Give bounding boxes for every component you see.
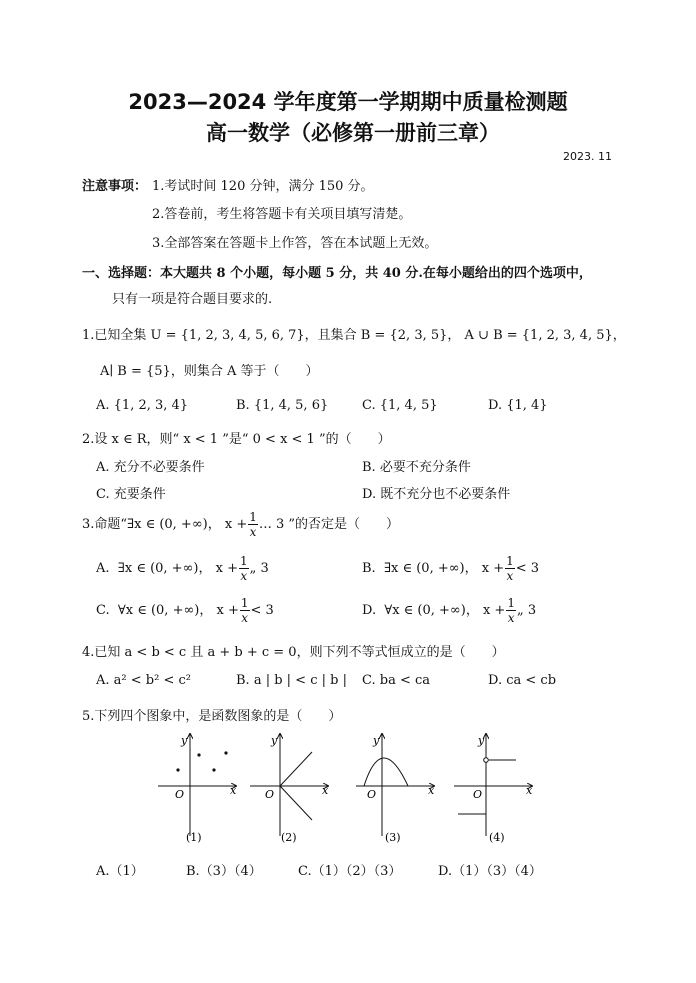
graph-4-x-label: x [526, 784, 533, 797]
graph-3-origin: O [367, 788, 377, 801]
q4-option-c: C. ba < ca [362, 673, 431, 688]
q4-option-a: A. a² < b² < c² [96, 673, 191, 688]
graph-2-lower-ray [280, 786, 312, 820]
q3-option-c-frac-den: x [241, 611, 249, 625]
q5-option-b: B.（3）（4） [186, 864, 262, 879]
q1-option-c: C. {1, 4, 5} [362, 398, 438, 413]
q3-option-b-pre: ∃x ∈ (0, +∞)， x + [383, 561, 505, 576]
section-heading [82, 262, 592, 281]
graph-1-point [212, 768, 215, 771]
q3-option-a-pre: ∃x ∈ (0, +∞)， x + [117, 561, 238, 576]
q5-option-d: D.（1）（3）（4） [438, 864, 542, 879]
q3-option-a-label: A. [96, 561, 110, 576]
q3-option-c-frac [240, 596, 250, 625]
q3-option-d-post: „ 3 [516, 603, 537, 618]
q1-stem-line2: A∣ B = {5}，则集合 A 等于（ ） [100, 364, 319, 379]
q3-option-b-frac-den: x [506, 569, 514, 583]
q5-option-a: A.（1） [96, 864, 144, 879]
q1-stem-line1: 1.已知全集 U = {1, 2, 3, 4, 5, 6, 7}，且集合 B = {2, 3, 5}， A ∪ B = {1, 2, 3, 4, 5}， [82, 328, 626, 343]
graph-4-y-label: y [478, 734, 485, 747]
q1-option-b: B. {1, 4, 5, 6} [236, 398, 329, 413]
q3-option-a-frac-den: x [240, 569, 248, 583]
q3-stem-pre: 3.命题“∃x ∈ (0, +∞)， x + [82, 517, 248, 532]
q3-option-a-frac-num: 1 [239, 554, 248, 568]
section-heading-line2: 只有一项是符合题目要求的. [112, 292, 273, 307]
q4-stem: 4.已知 a < b < c 且 a + b + c = 0，则下列不等式恒成立的是（ ） [82, 645, 505, 660]
q2-option-c: C. 充要条件 [96, 487, 166, 502]
q1-option-a: A. {1, 2, 3, 4} [96, 398, 189, 413]
q3-option-b-label: B. [362, 561, 376, 576]
graph-3 [356, 734, 435, 844]
q2-option-b: B. 必要不充分条件 [362, 460, 471, 475]
q3-option-d-frac-num: 1 [507, 596, 515, 610]
q3-option-b-post: < 3 [515, 561, 540, 576]
q1-option-d: D. {1, 4} [488, 398, 548, 413]
q3-option-b-frac-num: 1 [506, 554, 514, 568]
graph-3-x-label: x [428, 784, 435, 797]
q4-option-d: D. ca < cb [488, 673, 557, 688]
q3-option-d-label: D. [362, 603, 377, 618]
notes-label: 注意事项： [82, 179, 148, 194]
q3-geq: … [258, 517, 272, 532]
graph-4-label: (4) [489, 831, 505, 844]
q3-option-d-pre: ∀x ∈ (0, +∞)， x + [384, 603, 506, 618]
q3-option-c-frac-num: 1 [240, 596, 249, 610]
graph-1 [158, 734, 237, 844]
q3-option-c [96, 596, 274, 625]
q3-option-c-label: C. [96, 603, 110, 618]
graph-4-origin: O [473, 788, 483, 801]
q2-option-d: D. 既不充分也不必要条件 [362, 487, 511, 502]
section-heading-main: 一、选择题：本大题共 8 个小题，每小题 5 分，共 40 分. [82, 266, 423, 281]
graph-2-x-label: x [322, 784, 329, 797]
q3-option-d-frac-den: x [507, 611, 515, 625]
graph-1-origin: O [175, 788, 185, 801]
exam-subtitle: 高一数学（必修第一册前三章） [206, 121, 500, 145]
q3-option-a-frac [239, 554, 249, 583]
q3-option-d [362, 596, 536, 625]
section-heading-cont: 在每小题给出的四个选项中， [422, 266, 592, 281]
q3-option-a-post: „ 3 [249, 561, 269, 576]
graph-3-y-label: y [373, 734, 380, 747]
q2-option-a: A. 充分不必要条件 [96, 460, 205, 475]
graph-1-point [197, 753, 200, 756]
graph-2-upper-ray [280, 752, 312, 786]
exam-date: 2023. 11 [563, 150, 612, 163]
graph-2-y-label: y [271, 734, 278, 747]
graph-1-x-label: x [230, 784, 237, 797]
graph-4-open-point [484, 758, 489, 763]
graph-1-label: (1) [186, 831, 202, 844]
q5-option-c: C.（1）（2）（3） [298, 864, 402, 879]
q5-stem: 5.下列四个图象中，是函数图象的是（ ） [82, 709, 342, 724]
q3-option-a [96, 554, 269, 583]
q3-option-c-pre: ∀x ∈ (0, +∞)， x + [117, 603, 239, 618]
q3-frac-den: x [249, 525, 257, 539]
graph-2-label: (2) [281, 831, 297, 844]
note-item-2: 2.答卷前，考生将答题卡有关项目填写清楚。 [152, 207, 412, 222]
graph-2-origin: O [265, 788, 275, 801]
graph-1-point [176, 768, 179, 771]
graph-1-y-label: y [181, 734, 188, 747]
q3-option-d-frac [506, 596, 516, 625]
q3-fraction [248, 510, 258, 539]
exam-title: 2023—2024 学年度第一学期期中质量检测题 [128, 90, 568, 114]
graph-3-label: (3) [385, 831, 401, 844]
q3-stem [82, 510, 399, 539]
graph-1-point [224, 751, 227, 754]
q5-graphs [150, 728, 550, 850]
q4-option-b: B. a | b | < c | b | [236, 673, 347, 688]
q3-frac-num: 1 [249, 510, 257, 524]
note-item-3: 3.全部答案在答题卡上作答，答在本试题上无效。 [152, 236, 438, 251]
graph-3-parabola [364, 758, 408, 786]
note-item-1: 1.考试时间 120 分钟，满分 150 分。 [152, 179, 374, 194]
graph-2 [250, 734, 329, 844]
q2-stem: 2.设 x ∈ R，则“ x < 1 ”是“ 0 < x < 1 ”的（ ） [82, 432, 391, 447]
q3-stem-post: 3 ”的否定是（ ） [271, 517, 400, 532]
graph-4 [454, 734, 533, 844]
q3-option-c-post: < 3 [250, 603, 274, 618]
q3-option-b [362, 554, 539, 583]
q3-option-b-frac [505, 554, 515, 583]
